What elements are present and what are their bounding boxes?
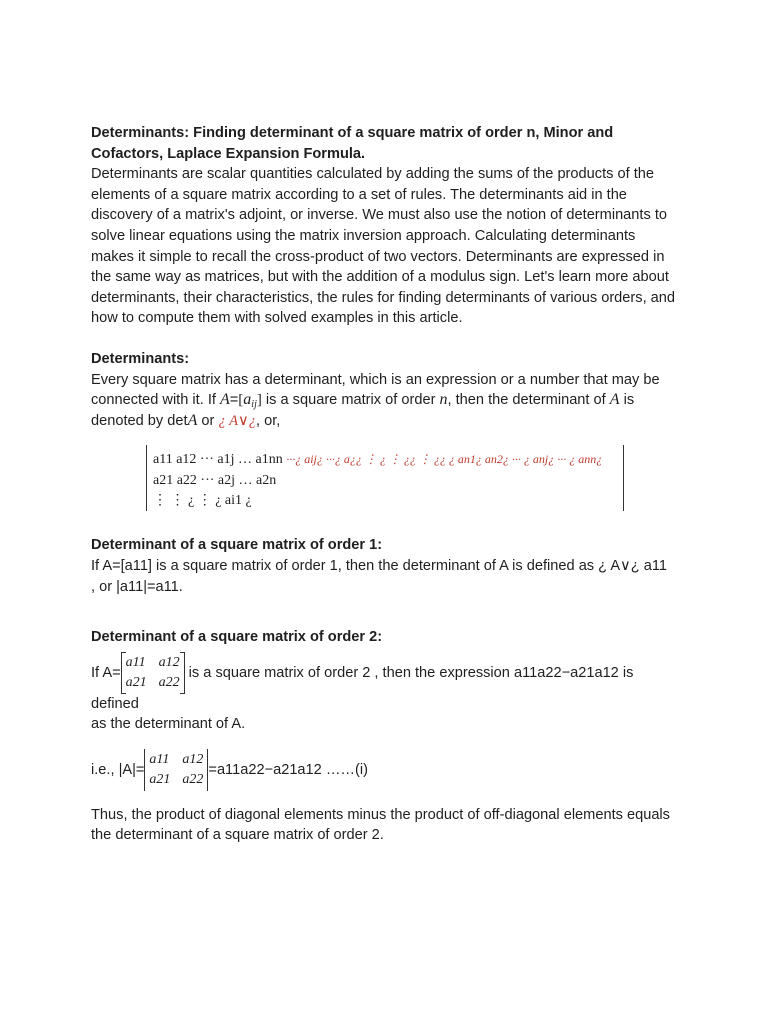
document-body (91, 123, 681, 846)
order-1-definition: If A=[a11] is a square matrix of order 1, then the determinant of A is defined as ¿ A∨¿ a11 (91, 557, 667, 574)
determinant-A: a11 a12 a21 a22 (144, 749, 208, 791)
section-heading-determinants: Determinants: (91, 350, 190, 367)
intro-paragraph: Determinants are scalar quantities calculated by adding the sums of the products of the elements of a square matrix according to a set of rules. The determinants aid in the discovery of a matrix's adjoint, or inverse. We must also use the notion of determinants to solve linear equations using the matrix inversion approach. Calculating determinants makes it simple to recall the cross-product of two vectors. Determinants are expressed in the same way as matrices, but with the addition of a modulus sign. Let's learn more about determinants, their characteristics, the rules for finding determinants of various orders, and how to compute them with solved examples in this article. (91, 166, 676, 327)
det-row-3: ⋮ ⋮ ¿ ⋮ ¿ ai1 ¿ (153, 493, 252, 509)
determinants-definition: Every square matrix has a determinant, which is an expression or a number that may be connected with it. If $A=[a_{ij}]$ is a square matrix of order n, then the determinant of A is denoted by detA or ¿ A∨¿, or, (91, 371, 660, 429)
det-row-2: a21 a22 ··· a2j … a2n (153, 473, 277, 489)
order-2-definition: If A= a11 a12 a21 a22 is a square matrix of order 2 , then the expression a11a22−a21a12 is defined (91, 652, 681, 715)
det-row-1: a11 a12 ··· a1j … a1nn (153, 452, 283, 468)
section-heading-order-2: Determinant of a square matrix of order 2: (91, 629, 383, 646)
order-2-conclusion: Thus, the product of diagonal elements minus the product of off-diagonal elements equals the determinant of a square matrix of order 2. (91, 806, 670, 844)
general-determinant (146, 445, 624, 511)
order-2-formula: i.e., |A|= a11 a12 a21 a22 =a11a22−a21a12 ……(i) (91, 749, 681, 791)
det-row-1-tail: ···¿ aij¿ ···¿ a¿¿ ⋮ ¿ ⋮ ¿¿ ⋮ ¿¿ ¿ an1¿ an2¿ ··· ¿ anj¿ ··· ¿ ann¿ (286, 452, 603, 467)
document-title: Determinants: Finding determinant of a square matrix of order n, Minor and Cofactors, Laplace Expansion Formula. (91, 125, 614, 162)
order-2-definition-cont: as the determinant of A. (91, 716, 246, 733)
order-1-modulus: , or |a11|=a11. (91, 578, 183, 595)
section-heading-order-1: Determinant of a square matrix of order 1: (91, 537, 383, 554)
matrix-A: a11 a12 a21 a22 (121, 652, 185, 694)
